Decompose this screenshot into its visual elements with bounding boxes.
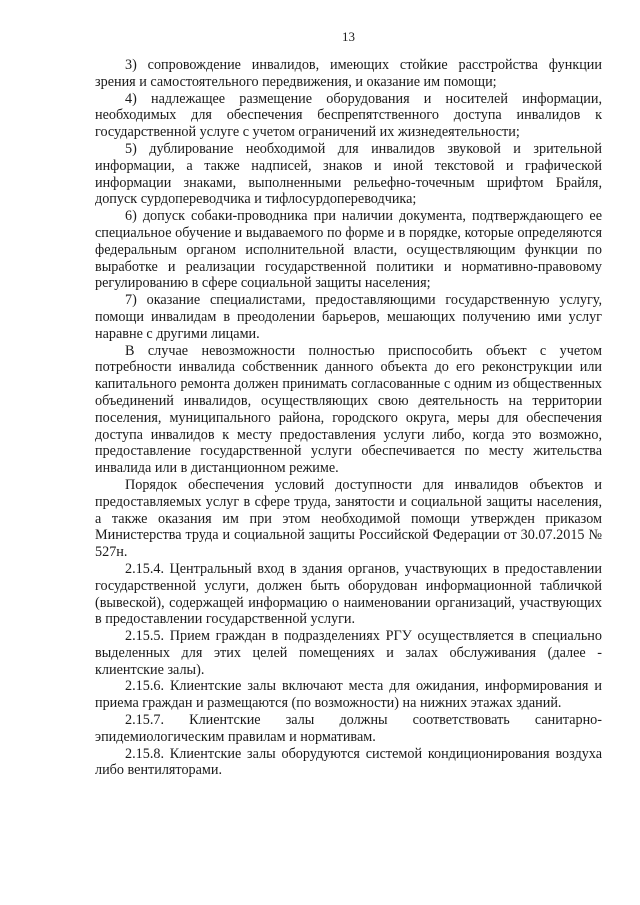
paragraph-2-15-4: 2.15.4. Центральный вход в здания органов, участвующих в предоставлении государственной услуги, должен быть оборудован информационной табличкой (вывеской), содержащей информацию о наименовании организаций, участвующих в предоставлении государственной услуги. [95,560,602,628]
paragraph-2-15-5: 2.15.5. Прием граждан в подразделениях РГУ осуществляется в специально выделенных для этих целей помещениях и залах обслуживания (далее - клиентские залы). [95,628,602,678]
paragraph-inaccessible-object: В случае невозможности полностью приспособить объект с учетом потребности инвалида собственник данного объекта до его реконструкции или капитального ремонта должен принимать согласованные с одним из общественных объединений инвалидов, осуществляющих свою деятельность на территории поселения, муниципального района, городского округа, меры для обеспечения доступа инвалидов к месту предоставления услуги либо, когда это возможно, предоставление государственной услуги обеспечивается по месту жительства инвалида или в дистанционном режиме. [95,342,602,477]
paragraph-accessibility-order: Порядок обеспечения условий доступности для инвалидов объектов и предоставляемых услуг в сфере труда, занятости и социальной защиты населения, а также оказания им при этом необходимой помощи утвержден приказом Министерства труда и социальной защиты Российской Федерации от 30.07.2015 № 527н. [95,476,602,561]
paragraph-2-15-6: 2.15.6. Клиентские залы включают места для ожидания, информирования и приема граждан и размещаются (по возможности) на нижних этажах зданий. [95,678,602,712]
paragraph-item-4: 4) надлежащее размещение оборудования и носителей информации, необходимых для обеспечения беспрепятственного доступа инвалидов к государственной услуге с учетом ограничений их жизнедеятельности; [95,90,602,141]
paragraph-item-5: 5) дублирование необходимой для инвалидов звуковой и зрительной информации, а также надписей, знаков и иной текстовой и графической информации знаками, выполненными рельефно-точечным шрифтом Брайля, допуск сурдопереводчика и тифлосурдопереводчика; [95,140,602,208]
paragraph-2-15-8: 2.15.8. Клиентские залы оборудуются системой кондиционирования воздуха либо вентиляторами. [95,745,602,779]
paragraph-2-15-7: 2.15.7. Клиентские залы должны соответствовать санитарно-эпидемиологическим правилам и нормативам. [95,712,602,745]
page-number: 13 [342,29,355,44]
paragraph-item-6: 6) допуск собаки-проводника при наличии документа, подтверждающего ее специальное обучение и выдаваемого по форме и в порядке, которые определяются федеральным органом исполнительной власти, осуществляющим функции по выработке и реализации государственной политики и нормативно-правовому регулированию в сфере социальной защиты населения; [95,208,602,292]
paragraph-item-7: 7) оказание специалистами, предоставляющими государственную услугу, помощи инвалидам в преодолении барьеров, мешающих получению ими услуг наравне с другими лицами. [95,292,602,342]
paragraph-item-3: 3) сопровождение инвалидов, имеющих стойкие расстройства функции зрения и самостоятельного передвижения, и оказание им помощи; [95,57,602,90]
